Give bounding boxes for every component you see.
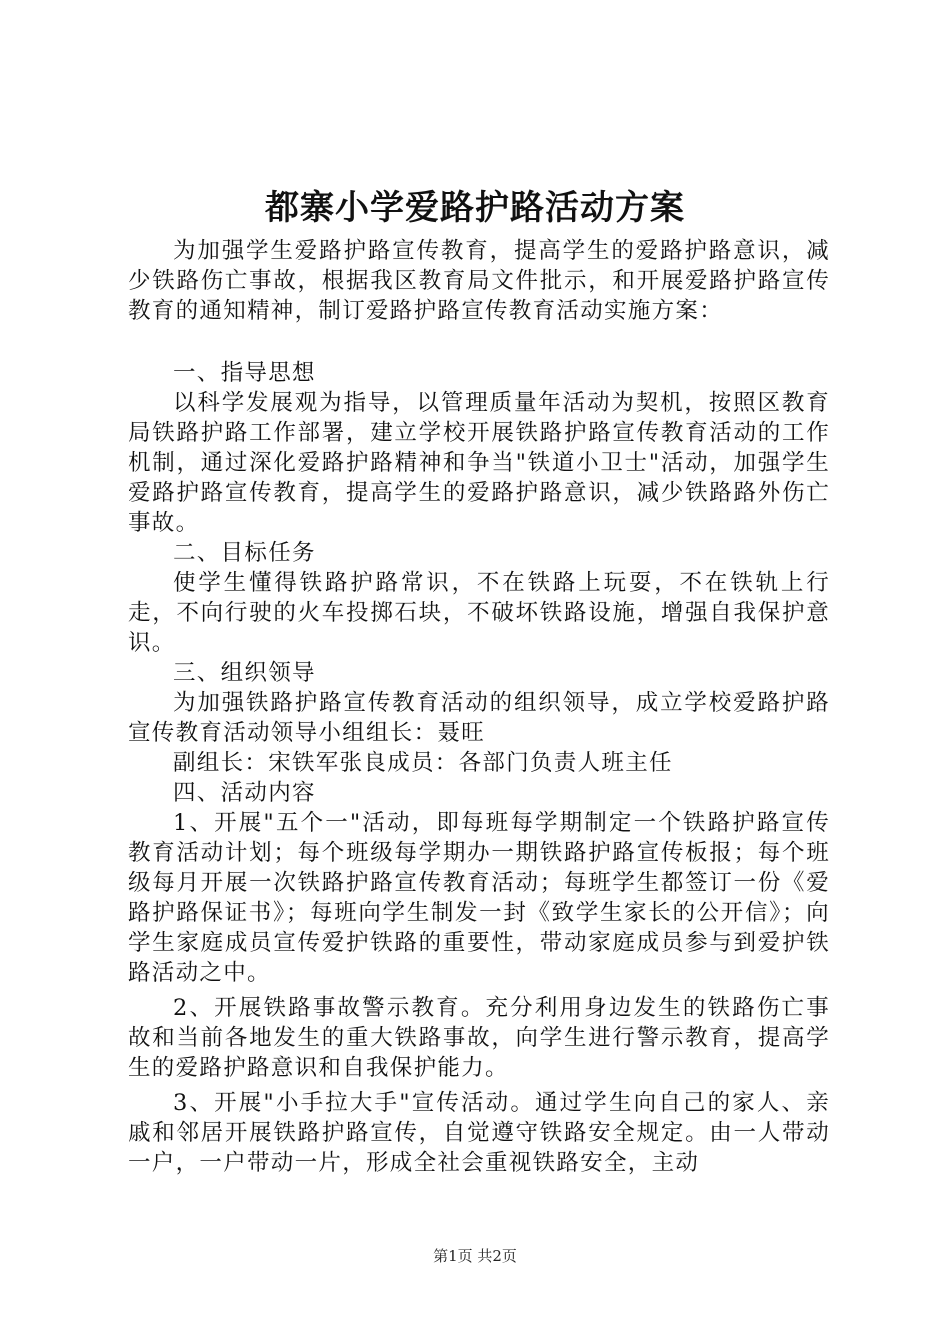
document-title: 都寨小学爱路护路活动方案 bbox=[265, 188, 685, 228]
guiding-thought-paragraph: 以科学发展观为指导，以管理质量年活动为契机，按照区教育局铁路护路工作部署，建立学校开展铁路护路宣传教育活动的工作机制，通过深化爱路护路精神和争当"铁道小卫士"活动，加强学生爱路护路宣传教育，提高学生的爱路护路意识，减少铁路路外伤亡事故。 bbox=[128, 390, 830, 536]
page-number-footer: 第1页 共2页 bbox=[433, 1247, 517, 1265]
deputy-leaders-line: 副组长：宋铁军张良成员：各部门负责人班主任 bbox=[173, 750, 673, 776]
activity-item-1: 1、开展"五个一"活动，即每班每学期制定一个铁路护路宣传教育活动计划；每个班级每学期办一期铁路护路宣传板报；每个班级每月开展一次铁路护路宣传教育活动；每班学生都签订一份《爱路护路保证书》；每班向学生制发一封《致学生家长的公开信》；向学生家庭成员宣传爱护铁路的重要性，带动家庭成员参与到爱护铁路活动之中。 bbox=[128, 810, 830, 986]
document-body bbox=[128, 236, 830, 1178]
section-heading-activities: 四、活动内容 bbox=[173, 780, 316, 806]
activity-item-2: 2、开展铁路事故警示教育。充分利用身边发生的铁路伤亡事故和当前各地发生的重大铁路事故，向学生进行警示教育，提高学生的爱路护路意识和自我保护能力。 bbox=[128, 995, 830, 1081]
section-heading-goals: 二、目标任务 bbox=[173, 540, 316, 566]
organization-paragraph: 为加强铁路护路宣传教育活动的组织领导，成立学校爱路护路宣传教育活动领导小组组长：聂旺 bbox=[128, 690, 830, 746]
goals-paragraph: 使学生懂得铁路护路常识，不在铁路上玩耍，不在铁轨上行走，不向行驶的火车投掷石块，不破坏铁路设施，增强自我保护意识。 bbox=[128, 570, 830, 656]
section-heading-organization: 三、组织领导 bbox=[173, 660, 316, 686]
section-heading-guiding-thought: 一、指导思想 bbox=[173, 360, 316, 386]
intro-paragraph: 为加强学生爱路护路宣传教育，提高学生的爱路护路意识，减少铁路伤亡事故，根据我区教育局文件批示，和开展爱路护路宣传教育的通知精神，制订爱路护路宣传教育活动实施方案： bbox=[128, 238, 830, 324]
activity-item-3: 3、开展"小手拉大手"宣传活动。通过学生向自己的家人、亲戚和邻居开展铁路护路宣传，自觉遵守铁路安全规定。由一人带动一户，一户带动一片，形成全社会重视铁路安全，主动 bbox=[128, 1090, 830, 1176]
